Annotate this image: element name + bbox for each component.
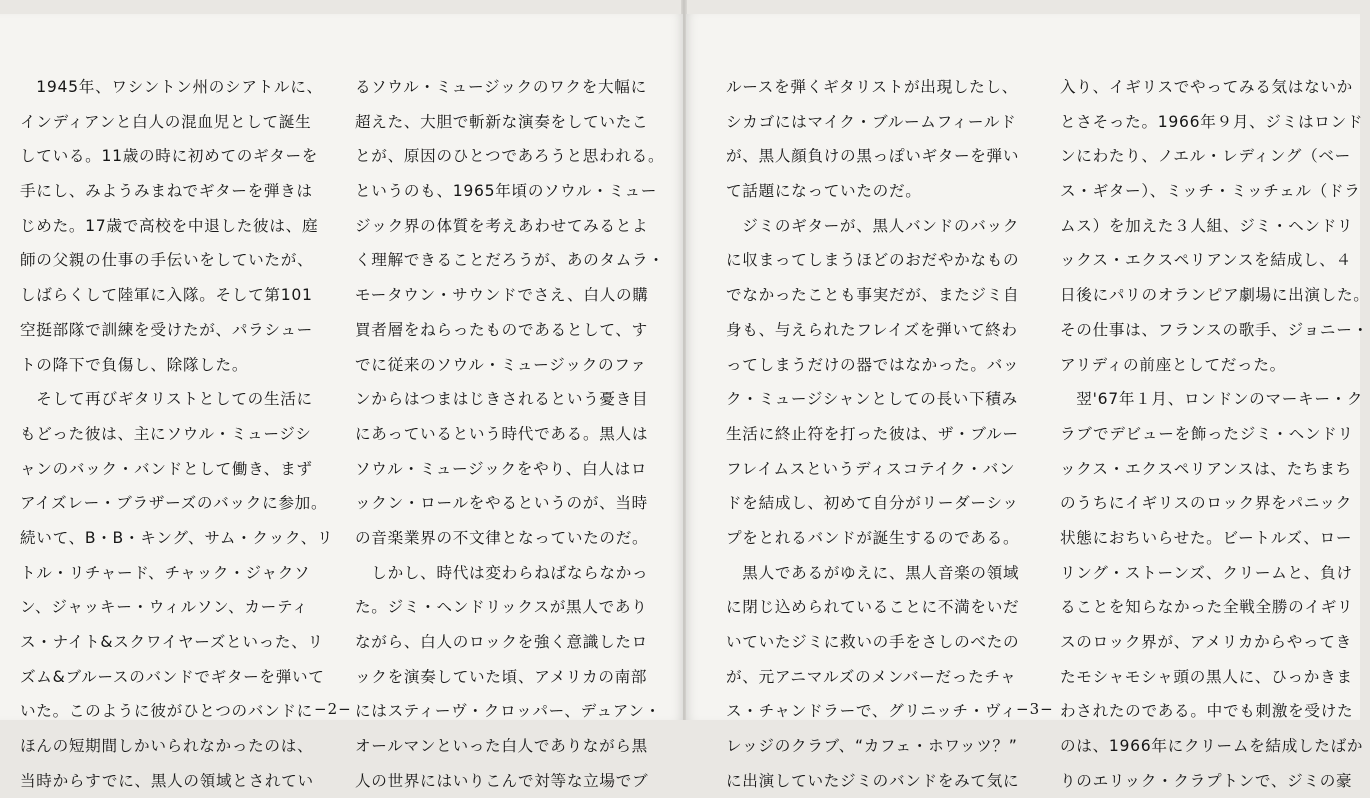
text-line: ソウル・ミュージックをやり、白人はロ <box>355 459 648 478</box>
text-line: たモシャモシャ頭の黒人に、ひっかきま <box>1060 667 1353 686</box>
text-line: 当時からすでに、黒人の領域とされてい <box>20 771 314 790</box>
text-line: ックを演奏していた頃、アメリカの南部 <box>355 667 648 686</box>
left-page <box>0 14 683 790</box>
text-line: に閉じ込められていることに不満をいだ <box>726 598 1020 617</box>
text-line: ス・ギター）、ミッチ・ミッチェル（ドラ <box>1060 182 1361 201</box>
text-line: く理解できることだろうが、あのタムラ・ <box>355 251 665 270</box>
right-page-column-1 <box>726 70 1019 798</box>
text-line: ックス・エクスペリアンスを結成し、４ <box>1060 251 1352 270</box>
text-line: が、黒人顔負けの黒っぽいギターを弾い <box>726 147 1020 166</box>
right-page <box>686 14 1370 790</box>
text-line: スのロック界が、アメリカからやってき <box>1060 633 1352 651</box>
text-line: ジック界の体質を考えあわせてみるとよ <box>355 216 649 235</box>
text-line: ってしまうだけの器ではなかった。バッ <box>726 355 1020 374</box>
text-line: ンにわたり、ノエル・レディング（ベー <box>1060 147 1351 166</box>
text-line: 翌'67年１月、ロンドンのマーキー・ク <box>1060 390 1364 409</box>
text-line: 師の父親の仕事の手伝いをしていたが、 <box>20 251 314 270</box>
text-line: 人の世界にはいりこんで対等な立場でブ <box>355 771 649 790</box>
text-line: トの降下で負傷し、除隊した。 <box>20 355 249 374</box>
text-line: その仕事は、フランスの歌手、ジョニー・ <box>1060 320 1369 339</box>
text-line: の音楽業界の不文律となっていたのだ。 <box>355 528 649 547</box>
text-line: オールマンといった白人でありながら黒 <box>355 737 648 756</box>
text-line: 入り、イギリスでやってみる気はないか <box>1060 78 1353 96</box>
text-line: ス・チャンドラーで、グリニッチ・ヴィ <box>726 702 1017 721</box>
text-line: もどった彼は、主にソウル・ミュージシ <box>20 424 312 443</box>
text-line: ン、ジャッキー・ウィルソン、カーティ <box>20 598 309 617</box>
text-line: に出演していたジミのバンドをみて気に <box>726 771 1020 790</box>
text-line: 1945年、ワシントン州のシアトルに、 <box>20 78 323 96</box>
text-line: ムス）を加えた３人組、ジミ・ヘンドリ <box>1060 216 1354 235</box>
text-line: フレイムスというディスコテイク・バン <box>726 459 1016 478</box>
text-line: ほんの短期間しかいられなかったのは、 <box>20 737 314 756</box>
text-line: ルースを弾くギタリストが出現したし、 <box>726 78 1019 96</box>
text-line: ることを知らなかった全戦全勝のイギリ <box>1060 598 1354 617</box>
text-line: 日後にパリのオランピア劇場に出演した。 <box>1060 286 1370 305</box>
text-line: インディアンと白人の混血児として誕生 <box>20 112 312 131</box>
text-line: ャンのバック・バンドとして働き、まず <box>20 459 313 478</box>
text-line: ラブでデビューを飾ったジミ・ヘンドリ <box>1060 424 1354 443</box>
text-line: 空挺部隊で訓練を受けたが、パラシュー <box>20 320 313 339</box>
text-line: プをとれるバンドが誕生するのである。 <box>726 528 1020 547</box>
text-line: に収まってしまうほどのおだやかなもの <box>726 251 1020 270</box>
text-line: そして再びギタリストとしての生活に <box>20 390 313 409</box>
left-page-column-2 <box>355 70 665 798</box>
text-line: ックス・エクスペリアンスは、たちまち <box>1060 459 1352 478</box>
text-line: ク・ミュージシャンとしての長い下積み <box>726 390 1018 409</box>
text-line: るソウル・ミュージックのワクを大幅に <box>355 78 647 96</box>
text-line: でなかったことも事実だが、またジミ自 <box>726 286 1020 305</box>
text-line: アイズレー・ブラザーズのバックに参加。 <box>20 494 328 513</box>
text-line: 続いて、B・B・キング、サム・クック、リ <box>20 528 334 547</box>
text-line: ズム&ブルースのバンドでギターを弾いて <box>20 667 325 686</box>
text-line: いた。このように彼がひとつのバンドに <box>20 702 313 721</box>
page-number-right: −3− <box>1016 700 1054 718</box>
text-line: わされたのである。中でも刺激を受けた <box>1060 702 1354 721</box>
text-line: ジミのギターが、黒人バンドのバック <box>726 216 1020 235</box>
text-line: ながら、白人のロックを強く意識したロ <box>355 633 648 651</box>
text-line: リング・ストーンズ、クリームと、負け <box>1060 563 1353 582</box>
text-line: というのも、1965年頃のソウル・ミュー <box>355 182 658 201</box>
text-line: しかし、時代は変わらねばならなかっ <box>355 563 649 582</box>
text-line: 超えた、大胆で斬新な演奏をしていたこ <box>355 112 649 131</box>
text-line: トル・リチャード、チャック・ジャクソ <box>20 563 311 582</box>
text-line: のうちにイギリスのロック界をパニック <box>1060 494 1353 513</box>
text-line: 状態におちいらせた。ビートルズ、ロー <box>1060 528 1353 547</box>
text-line: とが、原因のひとつであろうと思われる。 <box>355 147 665 166</box>
text-line: のは、1966年にクリームを結成したばか <box>1060 737 1364 756</box>
text-line: ックン・ロールをやるというのが、当時 <box>355 494 648 513</box>
text-line: 黒人であるがゆえに、黒人音楽の領域 <box>726 563 1020 582</box>
text-line: ス・ナイト&スクワイヤーズといった、リ <box>20 633 324 651</box>
text-line: にあっているという時代である。黒人は <box>355 424 649 443</box>
text-line: ンからはつまはじきされるという憂き目 <box>355 390 649 409</box>
text-line: が、元アニマルズのメンバーだったチャ <box>726 667 1017 686</box>
text-line: いていたジミに救いの手をさしのべたの <box>726 633 1020 651</box>
text-line: ドを結成し、初めて自分がリーダーシッ <box>726 494 1019 513</box>
page-number-left: −2− <box>314 700 352 718</box>
text-line: た。ジミ・ヘンドリックスが黒人であり <box>355 598 648 617</box>
text-line: している。11歳の時に初めてのギターを <box>20 147 319 166</box>
text-line: シカゴにはマイク・ブルームフィールド <box>726 112 1017 131</box>
text-line: じめた。17歳で高校を中退した彼は、庭 <box>20 216 319 235</box>
text-line: 身も、与えられたフレイズを弾いて終わ <box>726 320 1018 339</box>
right-page-column-2 <box>1060 70 1370 798</box>
text-line: モータウン・サウンドでさえ、白人の購 <box>355 286 649 305</box>
text-line: りのエリック・クラプトンで、ジミの豪 <box>1060 771 1353 790</box>
text-line: て話題になっていたのだ。 <box>726 182 922 201</box>
text-line: 手にし、みようみまねでギターを弾きは <box>20 182 313 201</box>
text-line: 生活に終止符を打った彼は、ザ・ブルー <box>726 424 1019 443</box>
text-line: レッジのクラブ、“カフェ・ホワッツ？” <box>726 737 1018 756</box>
text-line: とさそった。1966年９月、ジミはロンド <box>1060 112 1364 131</box>
text-line: 買者層をねらったものであるとして、す <box>355 320 648 339</box>
text-line: しばらくして陸軍に入隊。そして第101 <box>20 286 313 305</box>
text-line: アリディの前座としてだった。 <box>1060 355 1286 374</box>
text-line: でに従来のソウル・ミュージックのファ <box>355 355 647 374</box>
left-page-column-1 <box>20 70 333 798</box>
text-line: にはスティーヴ・クロッパー、デュアン・ <box>355 702 661 721</box>
